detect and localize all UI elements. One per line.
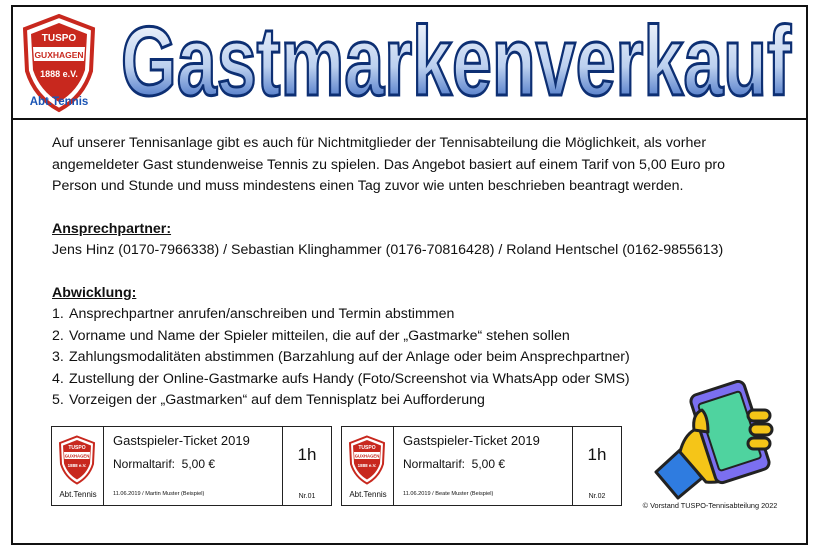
step-number: 1. (52, 306, 64, 322)
logo-top-text: TUSPO (68, 445, 86, 451)
step-number: 2. (52, 327, 64, 344)
list-item (52, 326, 792, 348)
copyright-text: © Vorstand TUSPO-Tennisabteilung 2022 (642, 501, 778, 510)
club-logo (58, 435, 96, 485)
ticket-logo-cell (342, 427, 394, 505)
ticket-duration-cell (572, 427, 621, 505)
logo-year-text: 1888 e.V. (357, 463, 377, 468)
page-title-text: Gastmarkenverkauf (121, 6, 792, 115)
header (13, 7, 806, 120)
ticket-card (51, 426, 332, 506)
contacts-text: Jens Hinz (0170-7966338) / Sebastian Klinghammer (0176-70816428) / Roland Hentschel (0162-9855613) (52, 242, 724, 258)
ticket-info (394, 427, 572, 505)
ticket-title: Gastspieler-Ticket 2019 (403, 433, 540, 448)
step-number: 3. (52, 349, 64, 365)
intro-line: angemeldeter Gast stundenweise Tennis zu spielen. Das Angebot basiert auf einem Tarif von 5,00 Euro pro (52, 156, 726, 173)
ticket-duration: 1h (297, 445, 317, 464)
step-number: 4. (52, 370, 64, 387)
ticket-number: Nr.02 (588, 493, 606, 500)
logo-top-text: TUSPO (358, 445, 376, 451)
contacts-heading: Ansprechpartner: (52, 220, 172, 237)
ticket-dept: Abt.Tennis (349, 490, 387, 499)
ticket-note: 11.06.2019 / Martin Muster (Beispiel) (113, 491, 205, 497)
list-item (52, 347, 792, 369)
process-heading: Abwicklung: (52, 284, 137, 301)
ticket-title: Gastspieler-Ticket 2019 (113, 433, 250, 448)
step-text: Zustellung der Online-Gastmarke aufs Handy (Foto/Screenshot via WhatsApp oder SMS) (69, 370, 630, 387)
ticket-info (104, 427, 282, 505)
department-label: Abt.Tennis (29, 96, 89, 108)
logo-mid-text: GUXHAGEN (34, 50, 84, 60)
list-item (52, 304, 792, 326)
main-content (52, 133, 792, 412)
ticket-tarif: Normaltarif: 5,00 € (403, 457, 506, 471)
logo-mid-text: GUXHAGEN (64, 453, 90, 459)
logo-year-text: 1888 e.V. (40, 69, 78, 79)
hand-holding-phone-icon (650, 380, 780, 500)
step-text: Vorname und Name der Spieler mitteilen, die auf der „Gastmarke“ stehen sollen (69, 327, 570, 344)
step-number: 5. (52, 392, 64, 408)
step-text: Ansprechpartner anrufen/anschreiben und Termin abstimmen (69, 306, 455, 322)
page-title (111, 3, 801, 115)
step-text: Vorzeigen der „Gastmarken“ auf dem Tennisplatz bei Aufforderung (69, 392, 485, 408)
logo-year-text: 1888 e.V. (67, 463, 87, 468)
ticket-duration: 1h (587, 445, 607, 464)
logo-mid-text: GUXHAGEN (354, 453, 380, 459)
intro-line: Person und Stunde und muss mindestens einen Tag zuvor wie unten beschrieben beantragt werden. (52, 178, 684, 194)
ticket-note: 11.06.2019 / Beate Muster (Beispiel) (403, 491, 494, 497)
logo-top-text: TUSPO (41, 33, 77, 44)
ticket-dept: Abt.Tennis (59, 490, 97, 499)
ticket-duration-cell (282, 427, 331, 505)
ticket-number: Nr.01 (298, 493, 316, 500)
ticket-card (341, 426, 622, 506)
step-text: Zahlungsmodalitäten abstimmen (Barzahlung auf der Anlage oder beim Ansprechpartner) (69, 349, 630, 365)
club-logo (348, 435, 386, 485)
ticket-tarif: Normaltarif: 5,00 € (113, 457, 216, 471)
intro-line: Auf unserer Tennisanlage gibt es auch für Nichtmitglieder der Tennisabteilung die Möglichkeit, als vorher (52, 135, 707, 151)
ticket-logo-cell (52, 427, 104, 505)
